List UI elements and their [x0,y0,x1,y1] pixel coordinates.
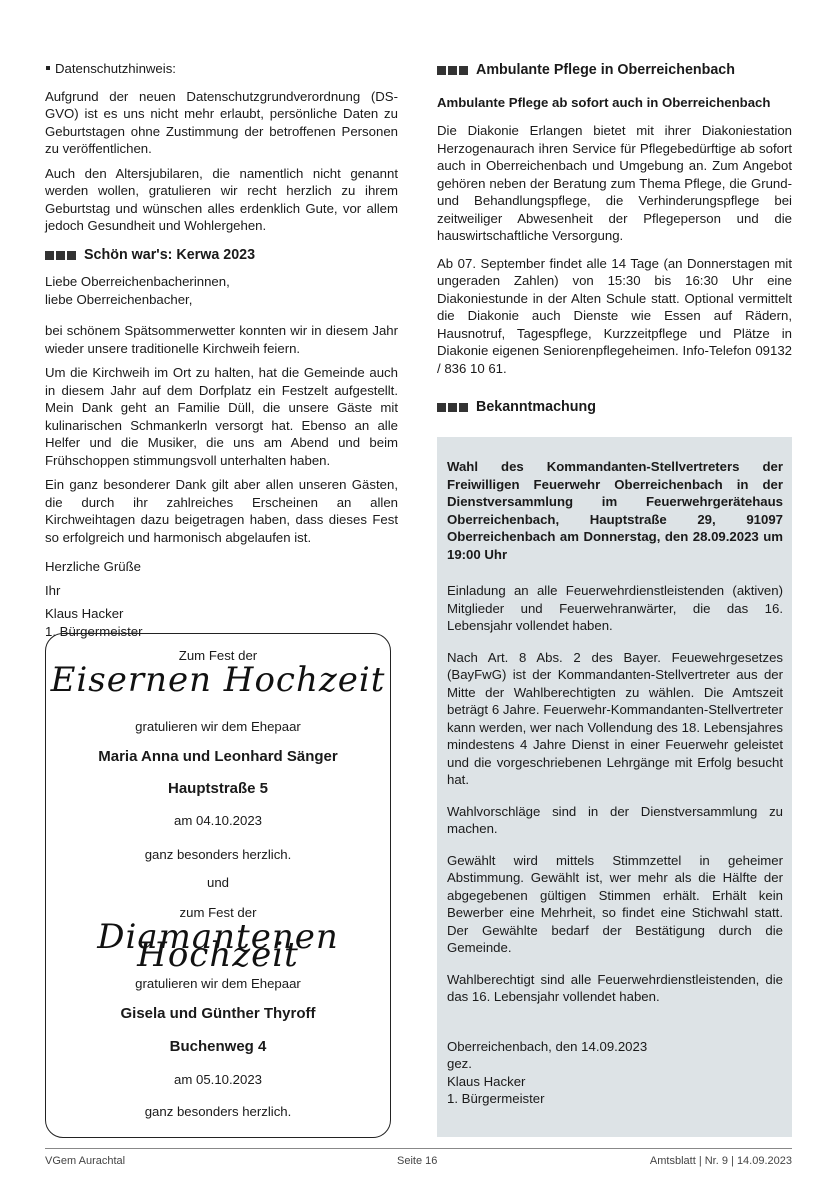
pflege-paragraph: Ab 07. September findet alle 14 Tage (an Donnerstagen mit ungeraden Zahlen) von 15:30 bis 16:30 Uhr eine Diakoniestunde in der Alten Schule statt. Optional vermittelt die Diakonie auch Dienste wie Essen auf Rädern, Hausnotruf, Tagespflege, Kurzzeitpflege und Plätze in Diakonie eigenen Seniorenpflegeheimen. Info-Telefon 09132 / 836 10 61. [437,255,792,376]
anniversary-title: Diamantenen Hochzeit [97,917,339,975]
square-icon [437,403,446,412]
notice-signer-title: 1. Bürgermeister [447,1091,545,1106]
couple-name: Maria Anna und Leonhard Sänger [98,748,338,765]
anniversary-title: Eisernen Hochzeit [50,660,386,700]
footer-right: Amtsblatt | Nr. 9 | 14.09.2023 [649,1155,792,1167]
pflege-paragraph: Die Diakonie Erlangen bietet mit ihrer Diakoniestation Herzogenaurach ihren Service für Pflegebedürftige ab sofort auch in Oberreichenbach und Umgebung an. Zum Angebot gehören neben der Beratung zum Thema Pflege, die Grund- und Behandlungspflege, die Verhinderungspflege bei zeitweiliger Abwesenheit der Pflegeperson und die hauswirtschaftliche Versorgung. [437,123,792,243]
anniversary-intro: Zum Fest der [178,648,258,663]
greeting-line: Liebe Oberreichenbacherinnen, [45,274,230,289]
square-icon [448,66,457,75]
kerwa-paragraph: bei schönem Spätsommerwetter konnten wir in diesem Jahr wieder unsere traditionelle Kirchweih feiern. [45,323,398,356]
notice-paragraph: Einladung an alle Feuerwehrdienstleistenden (aktiven) Mitglieder und Feuerwehranwärter, die das 16. Lebensjahr vollendet haben. [447,583,783,633]
pflege-subheading: Ambulante Pflege ab sofort auch in Oberreichenbach [437,94,771,110]
couple-address: Buchenweg 4 [169,1038,267,1055]
kerwa-heading: Schön war's: Kerwa 2023 [45,247,398,265]
privacy-paragraph: Auch den Altersjubilaren, die namentlich nicht genannt werden wollen, gratulieren wir recht herzlich zu ihrem Geburtstag und wünschen alles erdenklich Gute, vor allem jedoch Gesundheit und Wohlergehen. [45,165,398,233]
signer-title: 1. Bürgermeister [45,623,143,639]
anniversary-date: am 05.10.2023 [174,1072,262,1087]
privacy-paragraph: Aufgrund der neuen Datenschutzgrundverordnung (DS-GVO) ist es uns nicht mehr erlaubt, persönliche Daten zu Geburtstagen ohne Zustimmung der betroffenen Personen zu veröffentlichen. [45,88,398,156]
square-icon [45,251,54,260]
anniversary-wish: ganz besonders herzlich. [144,847,292,862]
notice-title: Wahl des Kommandanten-Stellvertreters der Freiwilligen Feuerwehr Oberreichenbach in der Dienstversammlung im Feuerwehrgerätehaus Oberreichenbach, Hauptstraße 29, 91097 Oberreichenbach am Donnerstag, den 28.09.2023 um 19:00 Uhr [447,459,783,562]
footer-page-number: Seite 16 [397,1155,438,1167]
square-icon [459,403,468,412]
bullet-icon [46,66,50,70]
notice-place-date: Oberreichenbach, den 14.09.2023 [447,1038,648,1054]
greeting-line: liebe Oberreichenbacher, [45,291,193,307]
pflege-heading: Ambulante Pflege in Oberreichenbach [437,62,792,80]
couple-name: Gisela und Günther Thyroff [120,1005,316,1022]
square-icon [67,251,76,260]
couple-address: Hauptstraße 5 [167,780,269,797]
notice-paragraph: Wahlberechtigt sind alle Feuerwehrdienstleistenden, die das 16. Lebensjahr vollendet haben. [447,971,783,1004]
closing: Herzliche Grüße [45,559,142,574]
square-icon [56,251,65,260]
notice-heading: Bekanntmachung [437,399,792,417]
anniversary-intro: zum Fest der [179,905,257,920]
privacy-label: Datenschutzhinweis: [45,60,398,78]
closing-ihr: Ihr [45,582,61,598]
square-icon [437,66,446,75]
anniversary-box [45,633,391,1138]
notice-paragraph: Wahlvorschläge sind in der Dienstversammlung zu machen. [447,803,783,836]
right-column [437,60,792,426]
left-column [45,60,398,640]
notice-paragraph: Gewählt wird mittels Stimmzettel in geheimer Abstimmung. Gewählt ist, wer mehr als die Hälfte der abgegebenen gültigen Stimmen erhält. Erhält kein Bewerber eine Mehrheit, so findet eine Stichwahl statt. Der Gewählte bedarf der Bestätigung durch die Gemeinde. [447,852,783,955]
kerwa-paragraph: Um die Kirchweih im Ort zu halten, hat die Gemeinde auch in diesem Jahr auf dem Dorfplatz ein Festzelt aufgestellt. Mein Dank geht an Familie Düll, die unsere Gäste mit kulinarischen Schmankerln versorgt hat. Ebenso an alle Helfer und die Musiker, die uns am Abend und beim Frühschoppen stimmungsvoll unterhalten haben. [45,365,398,468]
notice-signer-name: Klaus Hacker [447,1073,526,1089]
anniversary-and: und [206,875,229,890]
anniversary-congrats: gratulieren wir dem Ehepaar [135,719,301,734]
notice-paragraph: Nach Art. 8 Abs. 2 des Bayer. Feuewehrgesetzes (BayFwG) ist der Kommandanten-Stellvertreter aus der Mitte der Wahlberechtigten zu wählen. Die Amtszeit beträgt 6 Jahre. Feuerwehr-Kommandanten-Stellvertreter kann werden, wer nach Vollendung des 18. Lebensjahres mindestens 4 Jahre Dienst in einer Feuerwehr geleistet und die vorgeschriebenen Lehrgänge mit Erfolg besucht hat. [447,649,783,787]
kerwa-paragraph: Ein ganz besonderer Dank gilt aber allen unseren Gästen, die durch ihr zahlreiches Erscheinen an allen Kirchweihtagen dazu beigetragen haben, dass dieses Fest so erfolgreich und harmonisch abgelaufen ist. [45,477,398,545]
footer-left: VGem Aurachtal [45,1155,126,1167]
square-icon [459,66,468,75]
anniversary-date: am 04.10.2023 [174,813,262,828]
notice-gez: gez. [447,1056,472,1071]
notice-box [437,437,792,1137]
signer-name: Klaus Hacker [45,606,124,621]
square-icon [448,403,457,412]
anniversary-congrats: gratulieren wir dem Ehepaar [135,976,301,991]
page-footer [45,1148,792,1167]
anniversary-wish: ganz besonders herzlich. [144,1104,292,1119]
